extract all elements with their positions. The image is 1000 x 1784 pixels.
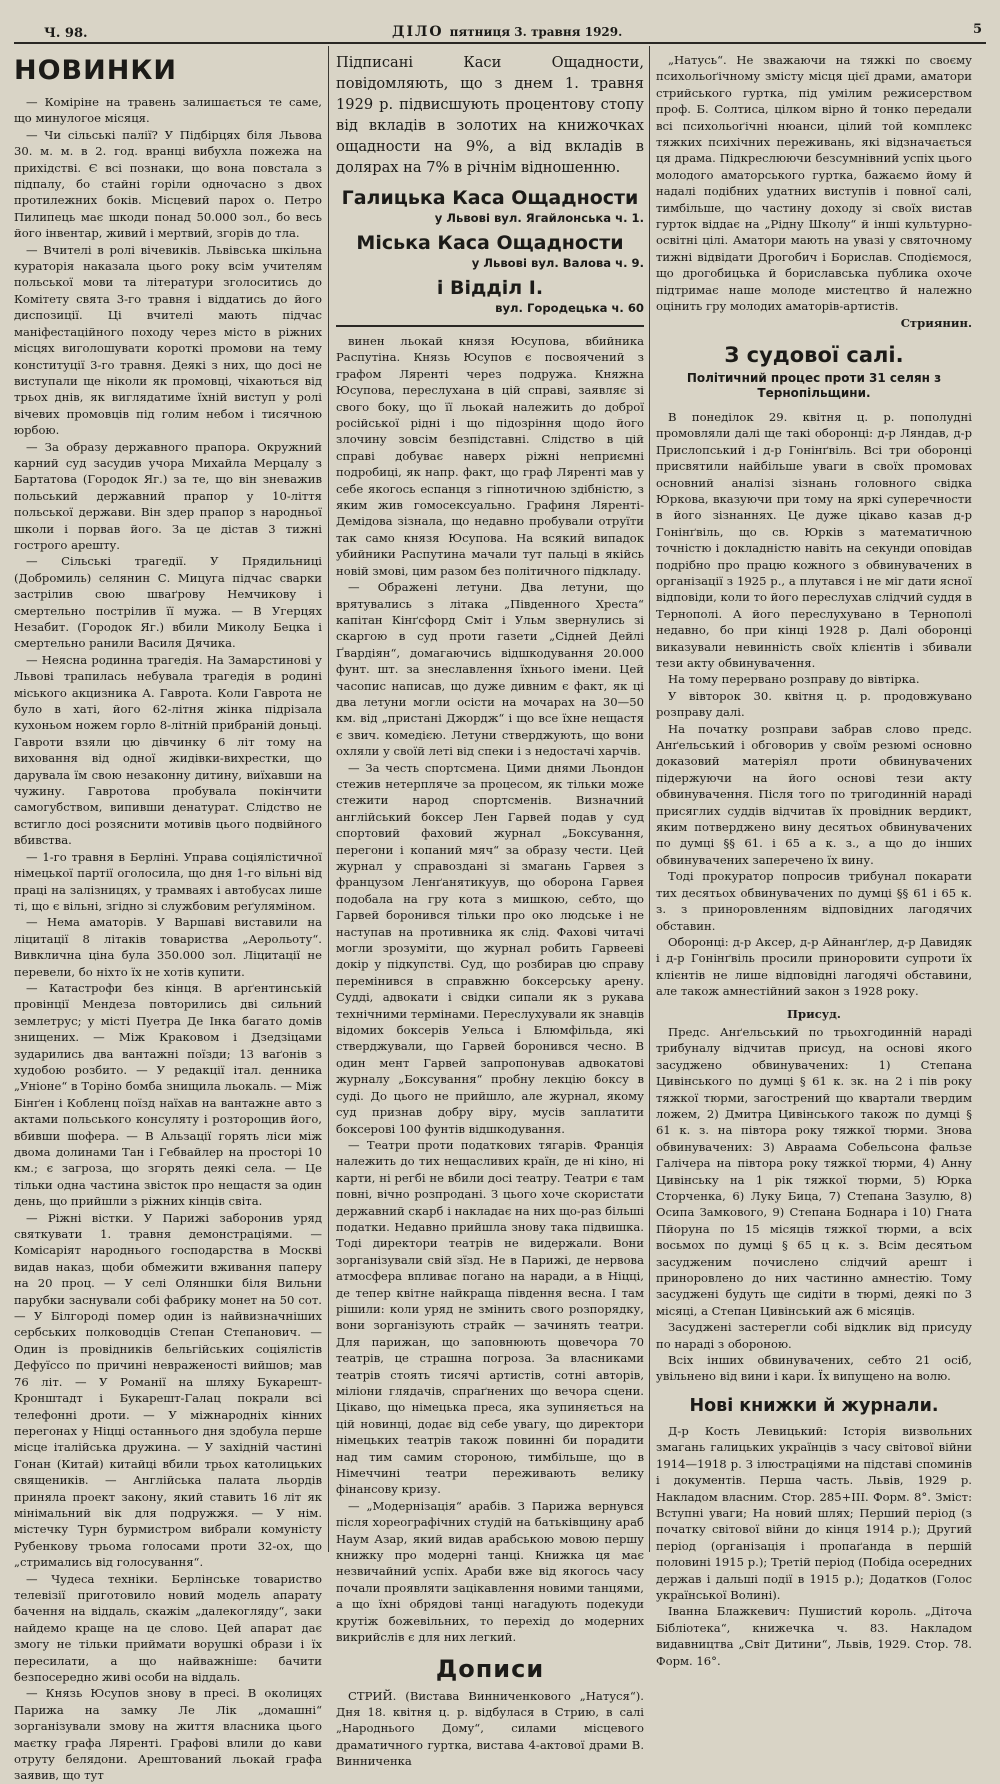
column-news [14,52,322,1784]
bank-address: у Львові вул. Ягайлонська ч. 1. [434,211,644,225]
correspondence-item: СТРИЙ. (Вистава Винниченкового „Натуся“). Дня 18. квітня ц. р. відбулася в Стрию, в салі „Народнього Дому“, силами місцевого драматичного гуртка, вистава 4-актової драми В. Винниченка [336,1688,644,1769]
verdict-paragraph: Предс. Анґельський по трьохгодинній нараді трибуналу відчитав присуд, на основі якого засуджено обвинувачених: 1) Степана Цивінського по думці § 61 к. зк. на 2 і пів року тяжкої тюрми, загострений що квартали твердим ложем, 2) Дмитра Цивінського також по думці § 61 к. з. на півтора року тяжкої тюрми. Знова обвинувачених: 3) Авраама Собельсона фальзе Галічера на півтора року тяжкої тюрми, 4) Анну Цивінську на 1 рік тяжкої тюрми, 5) Юрка Сторченка, 6) Луку Бица, 7) Степана Зазулю, 8) Осипа Замкового, 9) Степана Боднара і 10) Гната Пйоруна по 15 місяців тяжкої тюрми, а всіх восьмох по думці § 65 ц к. з. Всім десятьом засудженим почислено слідчий арешт і приноровлено до них частинно амнестію. Тому засуджені будуть ще сидіти в тюрмі, деякі по 3 місяці, а Степан Цивінський аж 6 місяців. [656,1024,972,1318]
news-item: — Театри проти податкових тягарів. Франція належить до тих нещасливих країн, де ні кіно, ні карти, ні регбі не вбили досі театру. Театри є там повні, вічно розпродані. З цього хоче скористати державний скарб і накладає на них що-раз більші податки. Недавно прийшла знову така підвишка. Тоді директори театрів не видержали. Вони зорганізували свій зїзд. Не в Парижі, де нервова атмосфера впливає погано на наради, а в Ніцці, де тепер квітне найкраща південня весна. І там рішили: коли уряд не змінить свого розпорядку, вони зорганізують страйк — зачинять театри. Для парижан, що заповнюють щовечора 70 театрів, це страшна погроза. За власниками театрів стоять тисячі артистів, сотні авторів, міліони глядачів, спраґнених що вечора сцени. Цікаво, що німецька преса, яка зупиняється на цій новинці, додає від себе увагу, що директори німецьких театрів також повинні би порадити над тим самим стороною, тимбільше, що в Німеччині театри переживають велику фінансову кризу. [336,1137,644,1497]
news-item: винен льокай князя Юсупова, вбийника Распутіна. Князь Юсупов є посвоячений з графом Ляренті через подружа. Княжна Юсупова, переслухана в цій справі, заявляє зі свого боку, що її льокай належить до доброї російської рідні і що підозріння щодо його злочину зовсім безпідставні. Слідство в цій справі добуває наверх ріжні неприємні подробиці, як напр. факт, що граф Ляренті мав у себе якогось еспанця з гіпнотичною здібністю, з яким жив гомосексуально. Графиня Ляренті-Демідова зізнала, що недавно пробували отруїти так само князя Юсупова. На всякий випадок убийники Распутина мачали тут пальці в якійсь новій змові, цим разом без політичного підкладу. [336,334,644,578]
news-item: — Неясна родинна трагедія. На Замарстинові у Львові трапилась небувала трагедія в родині міського акцизника А. Гаврота. Коли Гаврота не було в хаті, його 62-літня жінка підрізала кухоньом ножем горло 8-літній прибраній доньці. Гавроти взяли цю дівчинку 6 літ тому на виховання від одної жидівки-вихрестки, що дарувала їм свою незаконну дитину, виїхавши на чужину. Гавротова пробувала покінчити самогубством, випивши денатурат. Слідство не встигло досі розяснити мотивів цього подвійного вбивства. [14,652,322,848]
news-item: — Катастрофи без кінця. В арґентинській провінції Мендеза повторились дві сильний землетрус; у місті Пуетра Де Інка багато домів знищених. — Між Краковом і Дзедзіцами зударились два вантажні поїзди; 13 ваґонів з худобою розбито. — У редакції італ. денника „Уніоне“ в Торіно бомба знищила льокаль. — Між Бінґен і Кобленц поїзд наїхав на вантажне авто з актами польського консуляту і розторощив його, вбивши шофера. — В Альзації горять ліси між двома долинами Тан і Гебвайлер на просторі 10 км.; є загроза, що згорять деякі села. — Це тільки одна частина звісток про нещастя за один день, що прийшли з ріжних кінців світа. [14,980,322,1209]
news-item: — „Модернізація“ арабів. З Парижа вернувся після хореографічних студій на батьківщину араб Наум Азар, який видав арабською мовою першу книжку про модерні танці. Книжка ця має незвичайний успіх. Араби вже від якогось часу почали проявляти зацікавлення новими танцями, а що їхні обрядові танці нагадують подекуди крутіж божевільних, то перехід до модерних викрийслів є для них легкий. [336,1498,644,1645]
book-entry: Іванна Блажкевич: Пушистий король. „Діточа Бібліотека“, книжечка ч. 83. Накладом видавництва „Світ Дитини“, Львів, 1929. Стор. 78. Форм. 16°. [656,1604,972,1668]
court-paragraph: На початку розправи забрав слово предс. Анґельський і обговорив у своїм резюмі основно доказовий матеріял проти обвинувачених підержуючи на його основі тези акту обвинувачення. Після того по тригодинній нараді присяглих суддів відчитав їх провідник вердикт, яким потверджено вину десятьох обвинувачених по думці §§ 61. і 65 а к. з., а що до інших обвинувачених заперечено їх вину. [656,721,972,867]
news-item: — Коміріне на травень залишається те саме, що минулогое місяця. [14,95,322,126]
bank-branch: і Відділ І. [436,277,544,299]
book-entry: Д-р Кость Левицький: Історія визвольних змагань галицьких українців з часу світової війни 1914—1918 р. З ілюстраціями на підставі споминів і документів. Перша часть. Львів, 1929 р. Накладом власним. Стор. 285+III. Форм. 8°. Зміст: Вступні уваги; На новий шлях; Перший період (з початку світової війни до кінця 1914 р.); Другий період (організація і пропаґанда в першій половині 1915 р.); Третій період (Побіда осередних держав і дальші події в 1915 р.); Додатков (Голос української Волині). [656,1423,972,1602]
bank-notice: Підписані Каси Ощадности, повідомляють, що з днем 1. травня 1929 р. підвисшують процентову стопу від вкладів в золотих на книжочках ощадности на 9%, а від вкладів в долярах на 7% в річнім відношенню. [336,54,644,176]
page-label: Ч. 98. [44,26,88,41]
court-paragraph: В понеділок 29. квітня ц. р. пополудні промовляли далі ще такі оборонці: д-р Ляндав, д-р Прислопський і д-р Гонінґвіль. Всі три оборонці присвятили найбільше уваги в своїх промовах основний аналізі зізнань головного свідка Юркова, вказуючи при тому на яркі суперечности в його зізнаннях. Це дуже цікаво казав д-р Гонінґвіль, що св. Юрків з математичною точністю і докладністю навіть на секунди оповідав подрібно про працю кожного з обвинувачених в організації з 1925 р., а плутався і не міг дати ясної відповіди, коли то його переслухав слідчий суддя в Тернополі. А його переслухувано в Тернополі недавно, бо при кінці 1928 р. Далі оборонці виказували невинність своїх клієнтів і збивали тези акту обвинувачення. [656,409,972,670]
news-item: — Вчителі в ролі вічевиків. Львівська шкільна кураторія наказала цього року всім учителям польської мови та літератури зголоситись до Комітету свята 3-го травня і віддатись до його диспозиції. Ці вчителі мають підчас маніфестаційного походу через місто в ріжних місцях виголошувати короткі промови на тему конституції 3-го травня. Деякі з них, що досі не виступали ще ніколи як промовці, чіхаються від трьох днів, як виглядатиме їхній виступ у ролі вічевих промовців під голим небом і тисячною юрбою. [14,242,322,438]
masthead [392,24,622,40]
court-paragraph: Тоді прокуратор попросив трибунал покарати тих десятьох обвинувачених по думці §§ 61 і 65 к. з. з приноровленням відповідних лагодячих обставин. [656,869,972,933]
page-number: 5 [972,22,982,37]
page-header [14,22,986,44]
court-subheading: Політичний процес проти 31 селян з Тернопільщини. [686,370,942,400]
news-item: — 1-го травня в Берліні. Управа соціялістичної німецької партії оголосила, що дня 1-го вільні від праці на залізницях, у трамваях і автобусах лише ті, що є вільні, згідно зі службовим реґуляміном. [14,849,322,913]
advert-rule [336,325,644,327]
verdict-heading: Присуд. [787,1006,841,1021]
section-heading-court: З судової салі. [724,342,904,367]
column-right [656,52,972,1669]
news-item: — За честь спортсмена. Цими днями Льондон стежив нетерпляче за процесом, як тільки може стежити народ спортсменів. Визначний англійський боксер Лен Гарвей подав у суд спортовий фаховий журнал „Боксування, перегони і копаний мяч“ за образу чести. Цей журнал у справоздані зі змагань Гарвея з французом Ленґанятикуув, що оборона Гарвея подобала на гру кота з мишкою, себто, що Гарвей боронився тільки про око людське і не наступав на противника як слід. Фахові читачі могли зрозуміти, що журнал робить Гарвееві докір у підкупстві. Суд, що розбирав цю справу перемінився в справжню боксерську арену. Судді, адвокати і свідки сипали як з рукава технічними термінами. Переслухували як знавців відомих боксерів Уельса і Блюмфільда, які стверджували, що Гарвей боронився чесно. В один мент Гарвей запропонував адвокатові журналу „Боксування“ пробну лекцію боксу в суді. До цього не прийшло, але журнал, якому суд признав добру віру, мусів заплатити боксерові 100 фунтів відшкодування. [336,760,644,1136]
column-middle [336,52,644,1770]
paper-name: ДІЛО [392,24,444,40]
column-divider [328,46,329,1552]
verdict-paragraph: Засуджені застерегли собі відклик від присуду по нараді з обороною. [656,1320,972,1351]
bank-name: Галицька Каса Ощадности [341,187,639,209]
news-item: — За образу державного прапора. Окружний карний суд засудив учора Михайла Мерцалу з Бартатова (Городок Яг.) за те, що він зневажив польський державний прапор у 10-ліття польської держави. Він здер прапор з народньої школи і порвав його. За це дістав 3 тижні гострого арешту. [14,439,322,552]
bank-address: вул. Городецька ч. 60 [495,301,644,315]
section-heading-dopysy: Дописи [435,1654,545,1683]
bank-name: Міська Каса Ощадности [356,232,624,254]
news-item: — Ображені летуни. Два летуни, що врятувались з літака „Південного Хреста“ капітан Кінґсфорд Сміт і Ульм звернулись зі скаргою в суд проти газети „Сідней Дейлі Ґвардіян“, домагаючись відшкодування 20.000 фунт. шт. за знеславлення їхнього імени. Цей часопис написав, що дуже дивним є факт, як ці два летуни могли осісти на мочарах на 30—50 км. від „пристані Джордж“ і що все їхне нещастя є звич. комедією. Летуни стверджують, що вони охляли у своїй леті від спеки і з недостачі харчів. [336,580,644,759]
section-heading-books: Нові книжки й журнали. [689,1395,939,1416]
news-item: — Сільські трагедії. У Прядильниці (Добромиль) селянин С. Мицуга підчас сварки застрілив свою шваґрову Немчикову і смертельно пострілив її мужа. — В Угерцях Незабит. (Городок Яг.) вбили Миколу Бецка і смертельно ранили Василя Дячика. [14,554,322,651]
news-item: — Чудеса техніки. Берлінське товариство телевізії приготовило новий модель апарату бачення на віддаль, скажім „далекогляду“, заки найдемо краще на це слово. Цей апарат дає змогу не тільки приймати ворушкі образи і їх пересилати, а що найважніше: бачити безпосередно живі особи на віддаль. [14,1571,322,1684]
section-heading-news: НОВИНКИ [14,55,177,86]
court-paragraph: На тому перервано розправу до вівтірка. [668,672,920,687]
news-item: — Нема аматорів. У Варшаві виставили на ліцитації 8 літаків товариства „Аерольоту“. Вивклична ціна була 350.000 зол. Ліцитації не перевели, бо ніхто їх не хотів купити. [14,915,322,979]
court-paragraph: Оборонці: д-р Аксер, д-р Айнанґлер, д-р Давидяк і д-р Гонінґвіль просили приноровити супроти їх клієнтів не лише відповідні лагодячі обставини, але також амнестійний закон з 1928 року. [656,934,972,999]
correspondence-continued: „Натусь“. Не зважаючи на тяжкі по своєму психольоґічному змісту місця цієї драми, аматори стрийського гуртка, під умілим режисерством проф. Б. Солтиса, цілком вірно й тонко передали всі психольоґічні нюанси, цілий той комплекс тяжких психічних переживань, які відзначається ця драма. Підкреслюючи безсумнівний успіх цього молодого аматорського гуртка, бажаємо йому й надалі подібних удатних виступів і повної салі, тимбільше, що частину доходу зі своїх вистав гурток віддає на „Рідну Школу“ й інші культурно-освітні цілі. Аматори мають на увазі у святочному тижні відвідати Дрогобич і Борислав. Сподіємося, що дрогобицька й бориславська публика охоче підтримає наше молоде мистецтво й належно оцінить гру молодих аматорів-артистів. [656,53,972,314]
column-divider [649,46,650,1552]
verdict-paragraph: Всіх інших обвинувачених, себто 21 осіб, увільнено від вини і кари. Їх випущено на волю. [656,1353,972,1384]
header-rule [14,42,986,44]
bank-address: у Львові вул. Валова ч. 9. [471,256,644,270]
issue-date: пятниця 3. травня 1929. [449,25,623,39]
author-signature: Стриянин. [900,315,972,330]
news-item: — Чи сільські палії? У Підбірцях біля Львова 30. м. м. в 2. год. вранці вибухла пожежа на прихідстві. Є всі познаки, що вона повстала з підпалу, бо стайні горіли одночасно з двох протилежних боків. Місцевий парох о. Петро Пилипець має шкоди понад 50.000 зол., бо весь його інвентар, живий і мертвий, згорів до тла. [14,127,322,241]
court-paragraph: У вівторок 30. квітня ц. р. продовжувано розправу далі. [656,688,972,720]
news-item: — Князь Юсупов знову в пресі. В околицях Парижа на замку Ле Лік „домашні“ зорганізували змову на життя власника цього маєтку графа Ляренті. Графові влили до кави отруту белядони. Арештований льокай графа заявив, що тут [14,1686,322,1783]
news-item: — Ріжні вістки. У Парижі заборонив уряд святкувати 1. травня демонстраціями. — Комісаріят народнього господарства в Москві видав наказ, щоби обмежити вживання паперу на 20 проц. — У селі Оляншки біля Вильни парубки заснували собі фабрику монет на 50 сот. — У Білгороді помер один із найвизначніших сербських полководців Степан Степанович. — Один із провідників бельгійських соціялістів Дефуїссо по причині невраженості вийшов; мав 76 літ. — У Романії на шляху Букарешт-Кронштадт і Букарешт-Галац покрали всі телефонні дроти. — У міжнародніх кінних перегонах у Ніцці останнього дня здобула перше місце італійська дружина. — У західній частині Гонан (Китай) китайці вбили трьох католицьких священиків. — Англійська палата льордів приняла проект закону, який ставить 16 літ як мінімальний вік для подружжя. — У нім. містечку Турн бурмистром вибрали комуністу Рубенкову трьома голосами проти 32-ох, що „стримались від голосування“. [14,1210,322,1570]
